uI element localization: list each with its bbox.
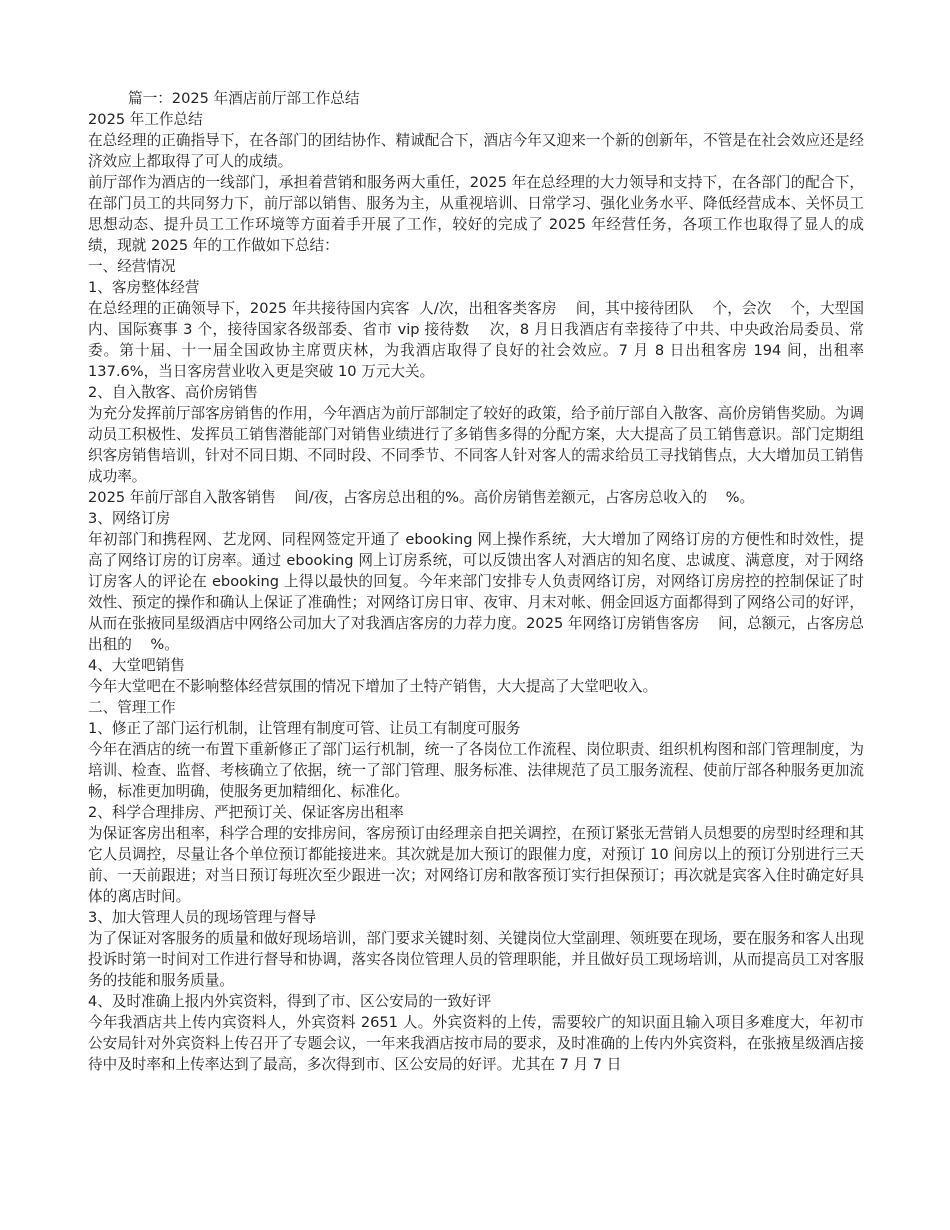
body-paragraph: 为充分发挥前厅部客房销售的作用，今年酒店为前厅部制定了较好的政策，给予前厅部自入散客、高价房销售奖励。为调动员工积极性、发挥员工销售潜能部门对销售业绩进行了多销售多得的分配方案，大大提高了员工销售意识。部门定期组织客房销售培训，针对不同日期、不同时段、不同季节、不同客人针对客人的需求给员工寻找销售点，大大增加员工销售成功率。 xyxy=(88,405,864,485)
body-paragraph: 2、自入散客、高价房销售 xyxy=(88,384,258,401)
body-paragraph: 2025 年工作总结 xyxy=(88,111,203,128)
body-paragraph: 为保证客房出租率，科学合理的安排房间，客房预订由经理亲自把关调控，在预订紧张无营销人员想要的房型时经理和其它人员调控，尽量让各个单位预订都能接进来。其次就是加大预订的跟催力度，对预订 10 间房以上的预订分别进行三天前、一天前跟进；对当日预订每班次至少跟进一次；对网络订房和散客预订实行担保预订；再次就是宾客入住时确定好具体的离店时间。 xyxy=(88,825,864,905)
body-paragraph: 今年在酒店的统一布置下重新修正了部门运行机制，统一了各岗位工作流程、岗位职责、组织机构图和部门管理制度，为培训、检查、监督、考核确立了依据，统一了部门管理、服务标准、法律规范了员工服务流程、使前厅部各种服务更加流畅，标准更加明确，使服务更加精细化、标准化。 xyxy=(88,741,864,800)
body-paragraph: 在总经理的正确领导下，2025 年共接待国内宾客 人/次，出租客类客房 间，其中接待团队 个，会次 个，大型国内、国际赛事 3 个，接待国家各级部委、省市 vip 接待数 次，8 月日我酒店有幸接待了中共、中央政治局委员、常委。第十届、十一届全国政协主席贾庆林，为我酒店取得了良好的社会效应。7 月 8 日出租客房 194 间，出租率 137.6%，当日客房营业收入更是突破 10 万元大关。 xyxy=(88,300,869,380)
body-paragraph: 年初部门和携程网、艺龙网、同程网签定开通了 ebooking 网上操作系统，大大增加了网络订房的方便性和时效性，提高了网络订房的订房率。通过 ebooking 网上订房系统，可以反馈出客人对酒店的知名度、忠诚度、满意度，对于网络订房客人的评论在 ebooking 上得以最快的回复。今年来部门安排专人负责网络订房，对网络订房房控的控制保证了时效性、预定的操作和确认上保证了准确性；对网络订房日审、夜审、月末对帐、佣金回返方面都得到了网络公司的好评，从而在张掖同星级酒店中网络公司加大了对我酒店客房的力荐力度。2025 年网络订房销售客房 间，总额元，占客房总出租的 %。 xyxy=(88,531,864,653)
body-paragraph: 二、管理工作 xyxy=(88,699,176,716)
body-paragraph: 今年大堂吧在不影响整体经营氛围的情况下增加了土特产销售，大大提高了大堂吧收入。 xyxy=(88,678,658,695)
body-paragraph: 2025 年前厅部自入散客销售 间/夜，占客房总出租的%。高价房销售差额元，占客房总收入的 %。 xyxy=(88,489,755,506)
document-body xyxy=(88,109,869,1075)
body-paragraph: 3、加大管理人员的现场管理与督导 xyxy=(88,909,317,926)
body-paragraph: 3、网络订房 xyxy=(88,510,171,527)
body-paragraph: 1、客房整体经营 xyxy=(88,279,200,296)
body-paragraph: 为了保证对客服务的质量和做好现场培训，部门要求关键时刻、关键岗位大堂副理、领班要在现场，要在服务和客人出现投诉时第一时间对工作进行督导和协调，落实各岗位管理人员的管理职能，并且做好员工现场培训，从而提高员工对客服务的技能和服务质量。 xyxy=(88,930,864,989)
body-paragraph: 1、修正了部门运行机制，让管理有制度可管、让员工有制度可服务 xyxy=(88,720,521,737)
body-paragraph: 前厅部作为酒店的一线部门，承担着营销和服务两大重任，2025 年在总经理的大力领导和支持下，在各部门的配合下，在部门员工的共同努力下，前厅部以销售、服务为主，从重视培训、日常学习、强化业务水平、降低经营成本、关怀员工思想动态、提升员工工作环境等方面着手开展了工作，较好的完成了 2025 年经营任务，各项工作也取得了显人的成绩，现就 2025 年的工作做如下总结： xyxy=(88,174,864,254)
body-paragraph: 4、大堂吧销售 xyxy=(88,657,185,674)
document-title: 篇一：2025 年酒店前厅部工作总结 xyxy=(128,90,360,107)
body-paragraph: 2、科学合理排房、严把预订关、保证客房出租率 xyxy=(88,804,404,821)
body-paragraph: 今年我酒店共上传内宾资料人，外宾资料 2651 人。外宾资料的上传，需要较广的知识面且输入项目多难度大，年初市公安局针对外宾资料上传召开了专题会议，一年来我酒店按市局的要求，及时准确的上传内外宾资料，在张掖星级酒店接待中及时率和上传率达到了最高，多次得到市、区公安局的好评。尤其在 7 月 7 日 xyxy=(88,1014,864,1073)
body-paragraph: 在总经理的正确指导下，在各部门的团结协作、精诚配合下，酒店今年又迎来一个新的创新年，不管是在社会效应还是经济效应上都取得了可人的成绩。 xyxy=(88,132,864,170)
body-paragraph: 一、经营情况 xyxy=(88,258,176,275)
body-paragraph: 4、及时准确上报内外宾资料，得到了市、区公安局的一致好评 xyxy=(88,993,492,1010)
